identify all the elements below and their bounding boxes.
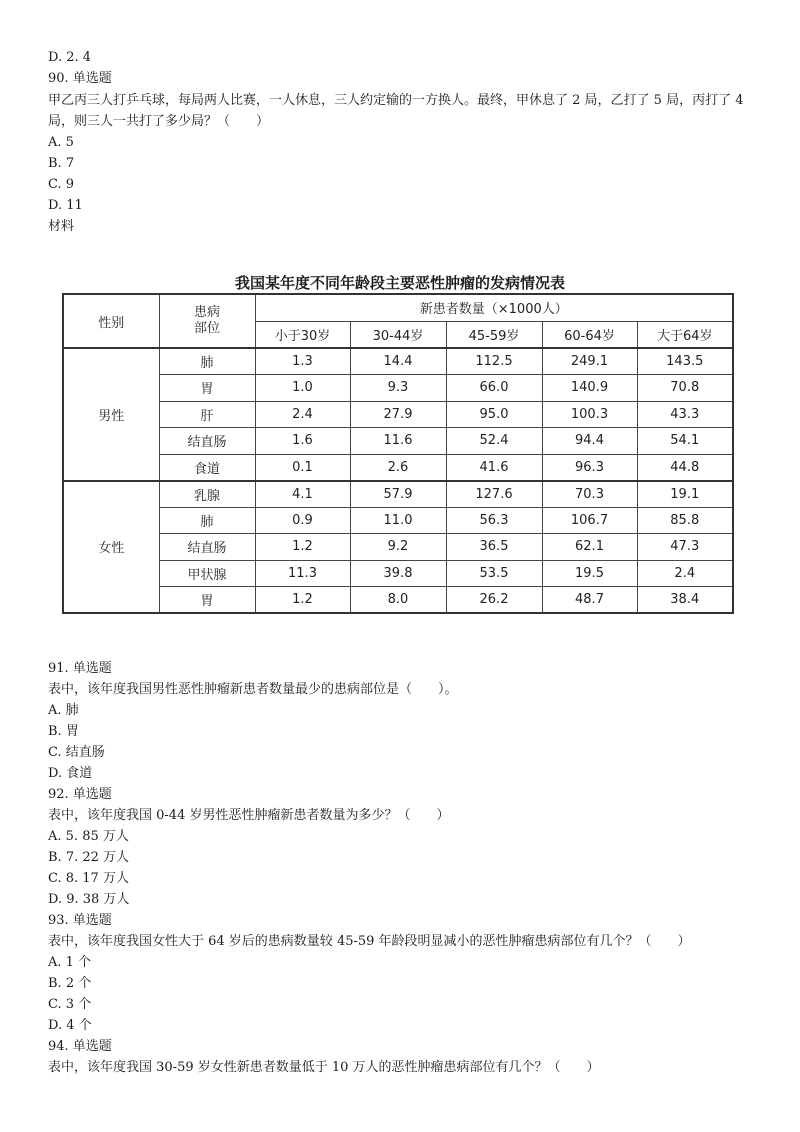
value-cell: 0.1: [255, 454, 350, 481]
value-cell: 8.0: [350, 587, 446, 614]
table-row: [63, 348, 733, 375]
value-cell: 44.8: [637, 454, 733, 481]
value-cell: 36.5: [446, 534, 542, 561]
prev-option-d: D. 2. 4: [48, 50, 92, 65]
site-cell: 胃: [159, 587, 255, 614]
value-cell: 52.4: [446, 428, 542, 455]
q93-option-b: B. 2 个: [48, 976, 92, 991]
table-row: [63, 587, 733, 614]
header-age-group: 60-64岁: [542, 321, 637, 348]
q91-option-d: D. 食道: [48, 766, 93, 781]
value-cell: 9.3: [350, 375, 446, 402]
incidence-table: [62, 293, 734, 614]
header-site: [159, 294, 255, 348]
table-row: [63, 560, 733, 587]
value-cell: 66.0: [446, 375, 542, 402]
gender-cell: 女性: [63, 481, 159, 614]
value-cell: 1.6: [255, 428, 350, 455]
site-cell: 肝: [159, 401, 255, 428]
value-cell: 1.2: [255, 534, 350, 561]
value-cell: 47.3: [637, 534, 733, 561]
value-cell: 106.7: [542, 507, 637, 534]
value-cell: 19.1: [637, 481, 733, 508]
value-cell: 38.4: [637, 587, 733, 614]
value-cell: 1.0: [255, 375, 350, 402]
header-gender: 性别: [63, 294, 159, 348]
q90-option-c: C. 9: [48, 177, 75, 192]
value-cell: 112.5: [446, 348, 542, 375]
header-age-group: 45-59岁: [446, 321, 542, 348]
site-cell: 胃: [159, 375, 255, 402]
q92-option-b: B. 7. 22 万人: [48, 850, 130, 865]
header-age-group: 小于30岁: [255, 321, 350, 348]
q90-option-a: A. 5: [48, 135, 74, 150]
value-cell: 41.6: [446, 454, 542, 481]
value-cell: 53.5: [446, 560, 542, 587]
q93-option-d: D. 4 个: [48, 1018, 92, 1033]
site-cell: 食道: [159, 454, 255, 481]
header-age-group: 30-44岁: [350, 321, 446, 348]
q91-header: 91. 单选题: [48, 661, 112, 676]
q90-header: 90. 单选题: [48, 71, 112, 86]
value-cell: 140.9: [542, 375, 637, 402]
value-cell: 19.5: [542, 560, 637, 587]
site-cell: 乳腺: [159, 481, 255, 508]
value-cell: 2.4: [637, 560, 733, 587]
value-cell: 249.1: [542, 348, 637, 375]
value-cell: 100.3: [542, 401, 637, 428]
value-cell: 26.2: [446, 587, 542, 614]
q92-option-d: D. 9. 38 万人: [48, 892, 130, 907]
site-cell: 肺: [159, 348, 255, 375]
q92-text: 表中，该年度我国 0-44 岁男性恶性肿瘤新患者数量为多少？（ ）: [48, 808, 450, 823]
value-cell: 70.8: [637, 375, 733, 402]
value-cell: 127.6: [446, 481, 542, 508]
value-cell: 85.8: [637, 507, 733, 534]
value-cell: 96.3: [542, 454, 637, 481]
value-cell: 0.9: [255, 507, 350, 534]
value-cell: 2.4: [255, 401, 350, 428]
value-cell: 39.8: [350, 560, 446, 587]
value-cell: 27.9: [350, 401, 446, 428]
material-label: 材料: [48, 219, 75, 234]
table-title: 我国某年度不同年龄段主要恶性肿瘤的发病情况表: [234, 274, 565, 292]
q92-option-a: A. 5. 85 万人: [48, 829, 129, 844]
value-cell: 62.1: [542, 534, 637, 561]
value-cell: 56.3: [446, 507, 542, 534]
site-cell: 甲状腺: [159, 560, 255, 587]
value-cell: 11.6: [350, 428, 446, 455]
value-cell: 2.6: [350, 454, 446, 481]
table-row: [63, 507, 733, 534]
value-cell: 94.4: [542, 428, 637, 455]
site-cell: 结直肠: [159, 534, 255, 561]
gender-cell: 男性: [63, 348, 159, 481]
table-row: [63, 401, 733, 428]
value-cell: 9.2: [350, 534, 446, 561]
q90-option-d: D. 11: [48, 198, 83, 213]
q93-header: 93. 单选题: [48, 913, 112, 928]
q94-text: 表中，该年度我国 30-59 岁女性新患者数量低于 10 万人的恶性肿瘤患病部位有几个？（ ）: [48, 1060, 600, 1075]
header-age-group: 大于64岁: [637, 321, 733, 348]
value-cell: 4.1: [255, 481, 350, 508]
site-cell: 结直肠: [159, 428, 255, 455]
q94-header: 94. 单选题: [48, 1039, 112, 1054]
site-cell: 肺: [159, 507, 255, 534]
table-row: [63, 534, 733, 561]
value-cell: 57.9: [350, 481, 446, 508]
value-cell: 48.7: [542, 587, 637, 614]
q93-option-c: C. 3 个: [48, 997, 92, 1012]
header-new-patients: 新患者数量（×1000人）: [255, 294, 733, 321]
table-row: [63, 454, 733, 481]
value-cell: 1.2: [255, 587, 350, 614]
q92-option-c: C. 8. 17 万人: [48, 871, 129, 886]
q92-header: 92. 单选题: [48, 787, 112, 802]
q91-option-b: B. 胃: [48, 724, 79, 739]
q93-option-a: A. 1 个: [48, 955, 92, 970]
q93-text: 表中，该年度我国女性大于 64 岁后的患病数量较 45-59 年龄段明显减小的恶性肿瘤患病部位有几个？（ ）: [48, 934, 691, 949]
table-row: [63, 375, 733, 402]
table-row: [63, 481, 733, 508]
q91-option-a: A. 肺: [48, 703, 79, 718]
value-cell: 1.3: [255, 348, 350, 375]
header-site-line2: 部位: [193, 321, 220, 336]
value-cell: 11.0: [350, 507, 446, 534]
value-cell: 95.0: [446, 401, 542, 428]
q91-text: 表中，该年度我国男性恶性肿瘤新患者数量最少的患病部位是（ ）。: [48, 682, 458, 697]
table-row: [63, 428, 733, 455]
q90-text: 甲乙丙三人打乒乓球，每局两人比赛，一人休息，三人约定输的一方换人。最终，甲休息了 2 局，乙打了 5 局，丙打了 4 局，则三人一共打了多少局？（ ）: [48, 93, 744, 129]
value-cell: 11.3: [255, 560, 350, 587]
value-cell: 43.3: [637, 401, 733, 428]
value-cell: 54.1: [637, 428, 733, 455]
value-cell: 143.5: [637, 348, 733, 375]
q91-option-c: C. 结直肠: [48, 745, 105, 760]
q90-option-b: B. 7: [48, 156, 75, 171]
header-site-line1: 患病: [193, 305, 220, 320]
value-cell: 14.4: [350, 348, 446, 375]
value-cell: 70.3: [542, 481, 637, 508]
